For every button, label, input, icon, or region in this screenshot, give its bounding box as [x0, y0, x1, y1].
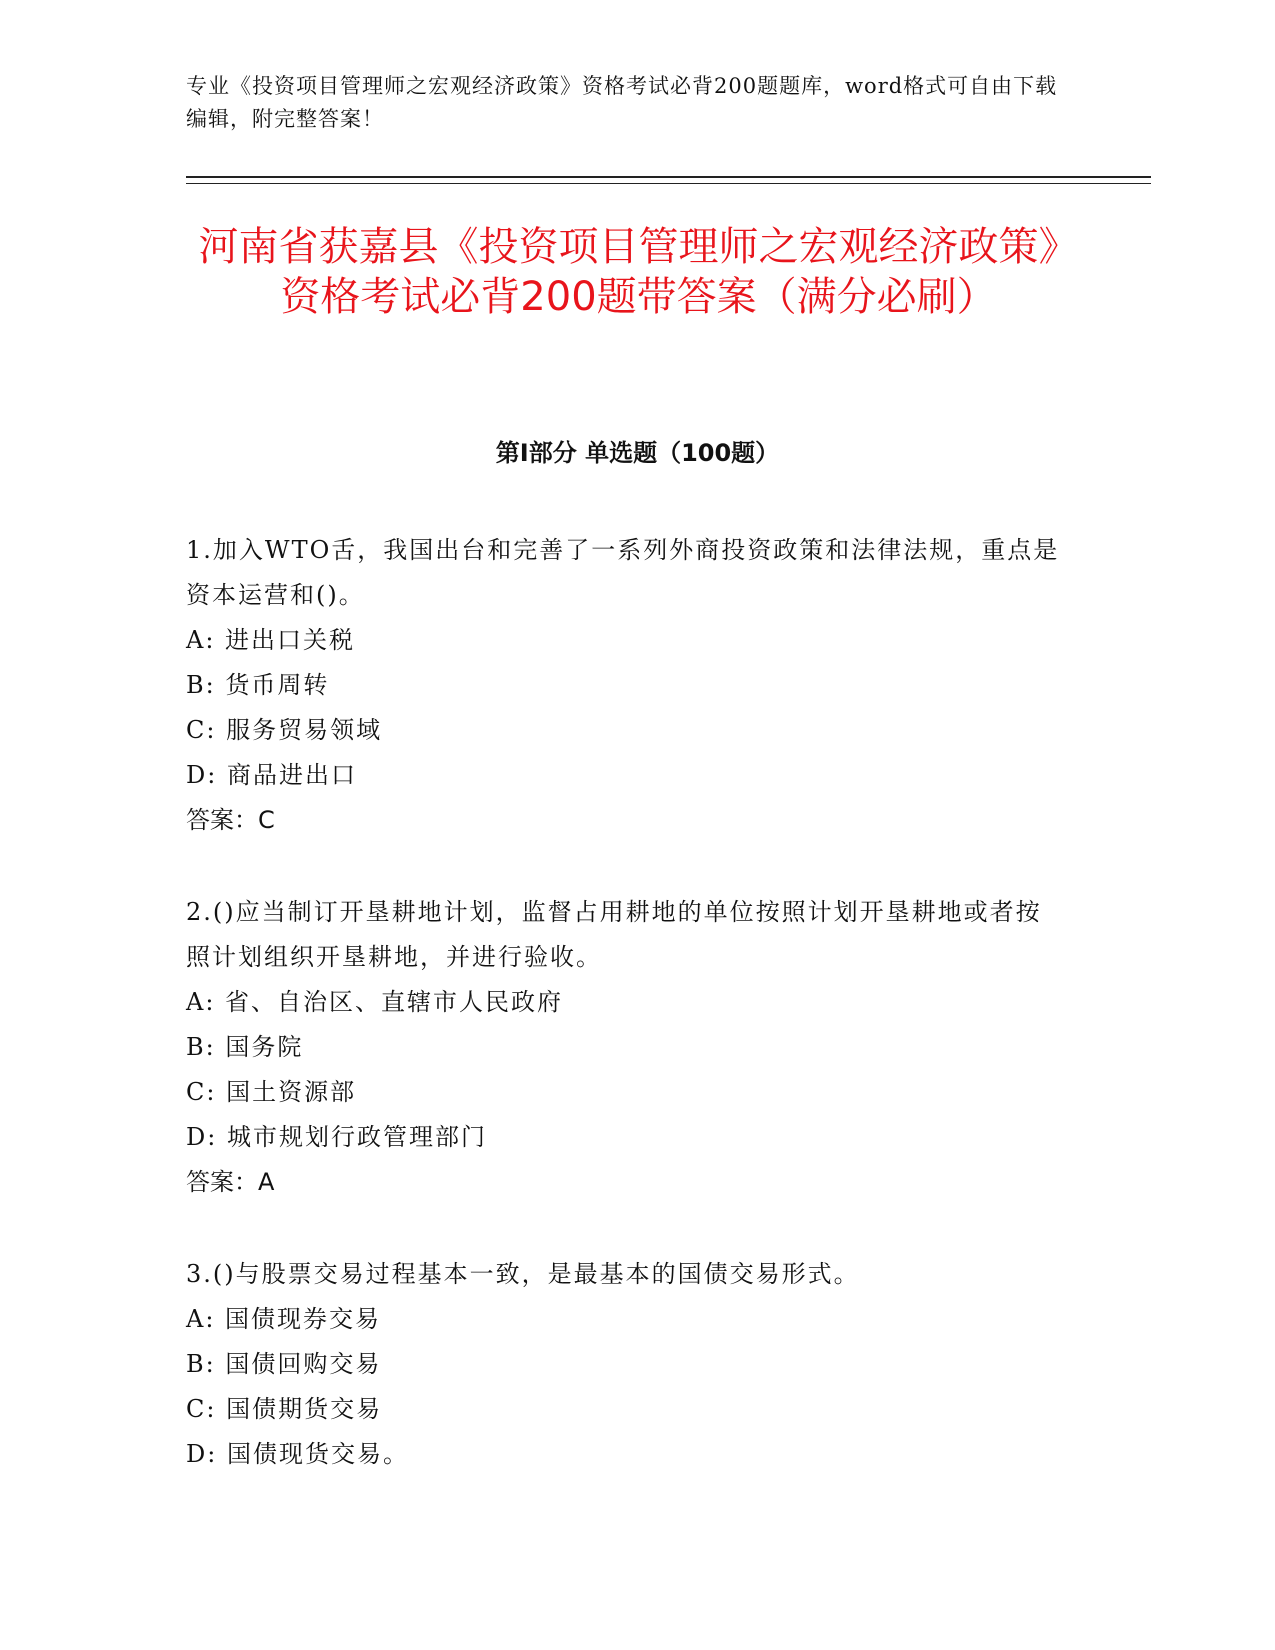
option-b: B: 货币周转 — [186, 671, 330, 699]
document-title: 河南省获嘉县《投资项目管理师之宏观经济政策》资格考试必背200题带答案（满分必刷） — [198, 224, 1079, 320]
question-list — [186, 528, 1066, 1524]
question-stem: 3.()与股票交易过程基本一致，是最基本的国债交易形式。 — [186, 1260, 860, 1288]
option-d: D: 国债现货交易。 — [186, 1440, 409, 1468]
header-note: 专业《投资项目管理师之宏观经济政策》资格考试必背200题题库，word格式可自由下载编辑，附完整答案！ — [186, 74, 1058, 131]
question-3 — [186, 1252, 1066, 1477]
question-2 — [186, 890, 1066, 1205]
option-d: D: 城市规划行政管理部门 — [186, 1123, 487, 1151]
section-heading: 第I部分 单选题（100题） — [495, 439, 780, 467]
question-stem: 2.()应当制订开垦耕地计划，监督占用耕地的单位按照计划开垦耕地或者按照计划组织开垦耕地，并进行验收。 — [186, 898, 1042, 971]
option-a: A: 进出口关税 — [186, 626, 356, 654]
question-1 — [186, 528, 1066, 843]
option-b: B: 国债回购交易 — [186, 1350, 382, 1378]
option-c: C: 国债期货交易 — [186, 1395, 383, 1423]
option-c: C: 服务贸易领域 — [186, 716, 383, 744]
option-c: C: 国土资源部 — [186, 1078, 357, 1106]
option-b: B: 国务院 — [186, 1033, 304, 1061]
question-stem: 1.加入WTO舌，我国出台和完善了一系列外商投资政策和法律法规，重点是资本运营和()。 — [186, 536, 1060, 609]
answer-line: 答案：A — [186, 1168, 275, 1196]
answer-line: 答案：C — [186, 806, 275, 834]
option-a: A: 国债现券交易 — [186, 1305, 382, 1333]
header-rule-thick — [186, 176, 1151, 178]
option-d: D: 商品进出口 — [186, 761, 357, 789]
header-rule-thin — [186, 183, 1151, 184]
option-a: A: 省、自治区、直辖市人民政府 — [186, 988, 564, 1016]
